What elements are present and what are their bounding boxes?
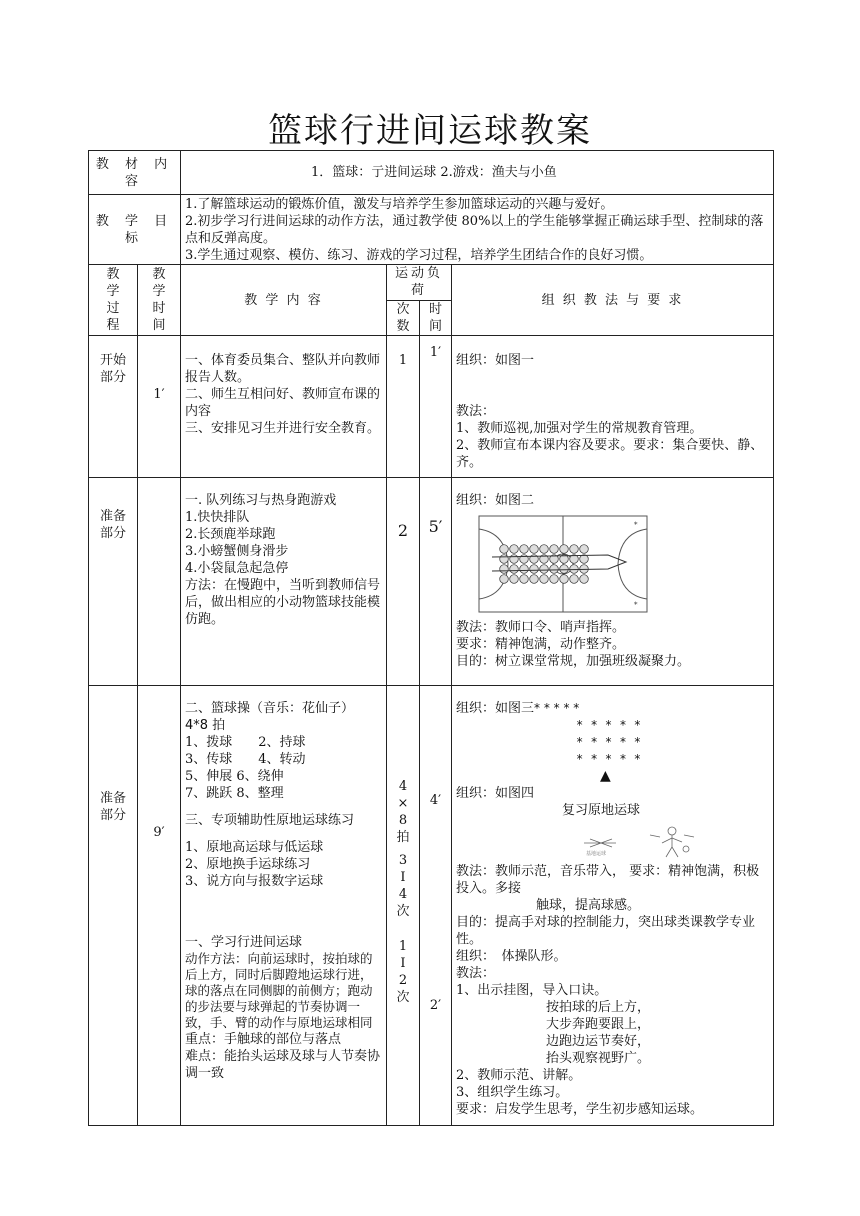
- student-face-icon: [570, 575, 579, 584]
- student-face-icon: [550, 565, 559, 574]
- stage-label: 准备部分: [89, 478, 138, 686]
- student-face-icon: [510, 575, 519, 584]
- method-line: 1、教师巡视,加强对学生的常规教育管理。: [456, 421, 703, 436]
- method-line: 边跑边运节奏好，: [546, 1034, 651, 1049]
- student-face-icon: [540, 545, 549, 554]
- student-face-icon: [510, 555, 519, 564]
- content-line: 三、专项辅助性原地运球练习: [185, 813, 355, 828]
- section-start: [89, 336, 774, 478]
- load-count: 8: [398, 813, 408, 828]
- load-count: ×: [397, 796, 409, 811]
- header-duration: 时间: [420, 301, 452, 336]
- method-line: 2、教师宣布本课内容及要求。要求：集合要快、静、齐。: [456, 438, 764, 470]
- header-method: 组 织 教 法 与 要 求: [452, 265, 774, 336]
- method-line: 1、出示挂图，导入口诀。: [456, 983, 608, 998]
- load-duration: 2′: [429, 998, 442, 1013]
- objectives-label: 教 学 目 标: [89, 195, 181, 265]
- student-face-icon: [500, 545, 509, 554]
- student-face-icon: [580, 575, 589, 584]
- content-line: 动作方法：向前运球时，按拍球的后上方，同时后脚蹬地运球行进，球的落点在同侧脚的前侧方；跑动的步法要与球弹起的节奏协调一致，手、臂的动作与原地运球相同: [185, 951, 373, 1030]
- method-line: 组织：如图二: [456, 493, 535, 508]
- load-count: 1: [398, 939, 408, 954]
- method-line: 2、教师示范、讲解。: [456, 1068, 582, 1083]
- page-title: 篮球行进间运球教案: [268, 111, 592, 151]
- court-formation-diagram: [478, 515, 648, 613]
- content-line: 3、说方向与报数字运球: [185, 874, 324, 889]
- method-line: 3、组织学生练习。: [456, 1085, 569, 1100]
- content-line: 1、原地高运球与低运球: [185, 840, 324, 855]
- content-line: 4*8 拍: [185, 718, 226, 733]
- objective-item: 2.初步学习行进间运球的动作方法，通过教学使 80%以上的学生能够掌握正确运球手型、控制球的落点和反弹高度。: [185, 214, 764, 246]
- student-face-icon: [540, 575, 549, 584]
- header-content: 教 学 内 容: [181, 265, 387, 336]
- load-count: 1: [387, 336, 420, 478]
- svg-text:基地运球: 基地运球: [586, 851, 607, 857]
- content-line: 5、伸展 6、绕伸: [185, 769, 284, 784]
- student-face-icon: [500, 575, 509, 584]
- content-line: 二、师生互相问好、教师宣布课的内容: [185, 387, 381, 419]
- load-duration: 5′: [420, 478, 452, 686]
- student-face-icon: [510, 545, 519, 554]
- load-count: 4: [398, 887, 408, 902]
- content-line: 一. 队列练习与热身跑游戏: [185, 493, 337, 508]
- method-line: 要求：启发学生思考，学生初步感知运球。: [456, 1102, 704, 1117]
- method-line: 按拍球的后上方，: [546, 1000, 651, 1015]
- student-face-icon: [560, 565, 569, 574]
- svg-text:*: *: [634, 601, 638, 609]
- load-count: 2: [398, 973, 408, 988]
- content-line: 1.快快排队: [185, 510, 250, 525]
- student-face-icon: [580, 545, 589, 554]
- content-line: 方法：在慢跑中，当听到教师信号后，做出相应的小动物篮球技能模仿跑。: [185, 578, 381, 627]
- content-line: 3.小螃蟹侧身滑步: [185, 544, 289, 559]
- content-line: 二、篮球操（音乐：花仙子）: [185, 701, 355, 716]
- student-face-icon: [530, 565, 539, 574]
- student-face-icon: [570, 545, 579, 554]
- method-line: 组织：如图一: [456, 353, 535, 368]
- header-count: 次数: [387, 301, 420, 336]
- star-row: * * * * *: [534, 701, 580, 715]
- student-face-icon: [550, 545, 559, 554]
- content-line: 重点：手触球的部位与落点: [185, 1032, 342, 1047]
- method-line: 目的：树立课堂常规，加强班级凝聚力。: [456, 654, 691, 669]
- student-face-icon: [500, 555, 509, 564]
- stage-time: [138, 478, 181, 686]
- star-row: * * * * *: [576, 752, 642, 766]
- student-face-icon: [520, 565, 529, 574]
- lesson-plan-table: [88, 150, 774, 1126]
- student-face-icon: [520, 575, 529, 584]
- star-row: * * * * *: [576, 718, 642, 732]
- content-line: 一、学习行进间运球: [185, 935, 303, 950]
- objective-item: 3.学生通过观察、模仿、练习、游戏的学习过程，培养学生团结合作的良好习惯。: [185, 248, 653, 263]
- header-time: 教学时间: [138, 265, 181, 336]
- method-line: 目的：提高手对球的控制能力，突出球类课教学专业性。: [456, 915, 756, 947]
- method-line: 教法：: [456, 404, 496, 419]
- student-face-icon: [510, 565, 519, 574]
- load-count: 次: [396, 904, 410, 919]
- content-line: 2、原地换手运球练习: [185, 857, 311, 872]
- star-row: * * * * *: [576, 735, 642, 749]
- method-line: 触球，提高球感。: [536, 898, 641, 913]
- objectives-row: [89, 195, 774, 265]
- stage-time: 1′: [138, 336, 181, 478]
- student-face-icon: [560, 575, 569, 584]
- content-line: 1、拨球 2、持球: [185, 735, 306, 750]
- load-count: I: [400, 870, 406, 885]
- student-face-icon: [580, 555, 589, 564]
- section-prep-2: [89, 686, 774, 1126]
- svg-text:*: *: [634, 521, 638, 529]
- header-row: [89, 265, 774, 301]
- student-face-icon: [520, 545, 529, 554]
- section-prep-1: [89, 478, 774, 686]
- method-line: 教法：教师示范，音乐带入， 要求：精神饱满，积极投入。多接: [456, 864, 760, 896]
- stage-label: 准备部分: [89, 686, 138, 1126]
- stage-time: 9′: [138, 686, 181, 1126]
- student-face-icon: [530, 575, 539, 584]
- content-line: 一、体育委员集合、整队并向教师报告人数。: [185, 353, 381, 385]
- student-face-icon: [550, 575, 559, 584]
- content-line: 2.长颈鹿举球跑: [185, 527, 276, 542]
- load-count: 拍: [396, 830, 410, 845]
- load-duration: 4′: [429, 793, 442, 808]
- method-line: 教法：教师口令、哨声指挥。: [456, 620, 626, 635]
- materials-row: [89, 151, 774, 195]
- load-count: 4: [398, 779, 408, 794]
- materials-content: 1．篮球：亍进间运球 2.游戏：渔夫与小鱼: [181, 151, 774, 195]
- student-face-icon: [570, 565, 579, 574]
- content-line: 4.小袋鼠急起急停: [185, 561, 289, 576]
- load-count: 3: [398, 853, 408, 868]
- content-line: 三、安排见习生并进行安全教育。: [185, 421, 381, 436]
- stage-label: 开始部分: [89, 336, 138, 478]
- content-line: 难点：能抬头运球及球与人节奏协调一致: [185, 1049, 381, 1081]
- load-count: I: [400, 956, 406, 971]
- student-face-icon: [500, 565, 509, 574]
- objective-item: 1.了解篮球运动的锻炼价值，激发与培养学生参加篮球运动的兴趣与爱好。: [185, 197, 614, 212]
- header-load: 运动负荷: [387, 265, 452, 301]
- load-count: 2: [387, 478, 420, 686]
- fig4-caption: 复习原地运球: [562, 803, 641, 818]
- method-line: 教法：: [456, 966, 496, 981]
- content-line: 7、跳跃 8、整理: [185, 786, 284, 801]
- teacher-triangle-icon: ▲: [600, 768, 611, 784]
- load-duration: 1′: [420, 336, 452, 478]
- header-process: 教学过程: [89, 265, 138, 336]
- student-face-icon: [560, 545, 569, 554]
- method-line: 组织：如图四: [456, 786, 535, 801]
- load-count: 次: [396, 990, 410, 1005]
- student-face-icon: [540, 565, 549, 574]
- student-face-icon: [530, 545, 539, 554]
- materials-label: 教 材 内 容: [89, 151, 181, 195]
- method-line: 抬头观察视野广。: [546, 1051, 651, 1066]
- method-line: 大步奔跑要跟上，: [546, 1017, 651, 1032]
- method-line: 要求：精神饱满，动作整齐。: [456, 637, 626, 652]
- dribble-figure-illustration: [576, 823, 706, 859]
- method-line: 组织： 体操队形。: [456, 949, 567, 964]
- content-line: 3、传球 4、转动: [185, 752, 306, 767]
- method-line: 组织：如图三: [456, 701, 535, 716]
